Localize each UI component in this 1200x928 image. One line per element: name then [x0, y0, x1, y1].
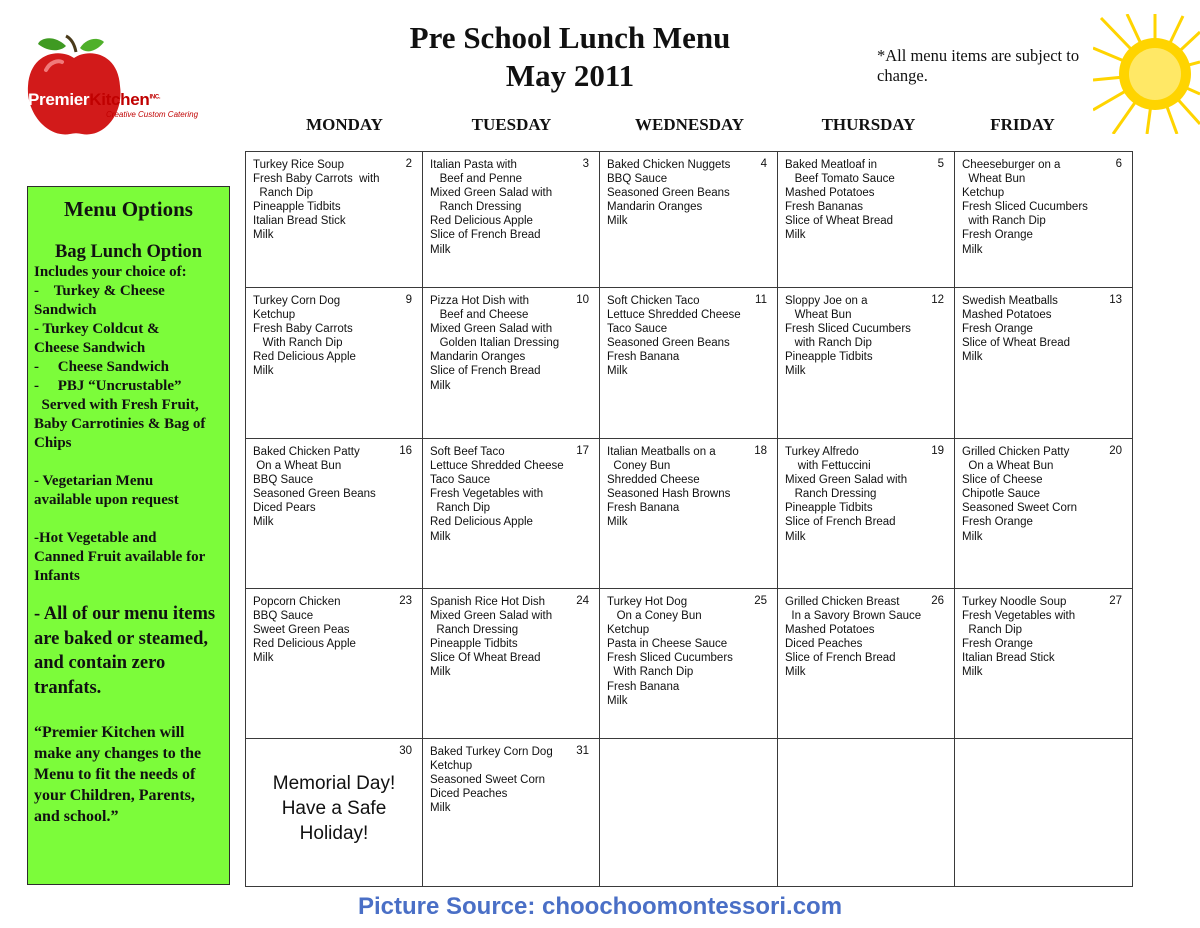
day-cell-content	[423, 589, 599, 738]
bag-lunch-line: - Cheese Sandwich	[34, 359, 170, 375]
menu-item: Sloppy Joe on a	[785, 295, 868, 307]
menu-item: Fresh Banana	[607, 680, 680, 693]
menu-item: Pineapple Tidbits	[785, 502, 873, 515]
menu-item: Wheat Bun	[962, 173, 1026, 186]
day-cell-monday	[246, 589, 423, 739]
menu-item: Fresh Sliced Cucumbers	[607, 652, 733, 665]
menu-item: Ranch Dip	[962, 624, 1023, 637]
day-header-friday: FRIDAY	[990, 115, 1055, 134]
menu-item: Turkey Noodle Soup	[962, 596, 1067, 608]
holiday-line: Have a Safe	[281, 798, 387, 819]
menu-item: Milk	[430, 379, 451, 392]
menu-item: Milk	[430, 530, 451, 543]
logo-name-kitchen: Kitchen	[89, 90, 150, 109]
bag-lunch-line: Served with Fresh Fruit,	[34, 397, 199, 413]
menu-item: Baked Chicken Patty	[253, 446, 360, 458]
day-number: 26	[931, 595, 944, 607]
menu-item: Baked Turkey Corn Dog	[430, 746, 553, 758]
day-cell-friday	[955, 288, 1133, 439]
vegetarian-note	[34, 472, 223, 510]
menu-item: BBQ Sauce	[253, 474, 314, 487]
menu-item: Mashed Potatoes	[785, 187, 875, 200]
menu-item: Turkey Hot Dog	[607, 596, 688, 608]
picture-source: Picture Source: choochoomontessori.com	[357, 893, 843, 920]
menu-item: BBQ Sauce	[253, 610, 314, 623]
menu-item: Ketchup	[430, 760, 473, 773]
menu-item: Fresh Baby Carrots with	[253, 173, 380, 186]
day-cell-monday	[246, 439, 423, 589]
menu-item: Milk	[607, 694, 628, 707]
menu-item: Ranch Dressing	[430, 624, 519, 637]
day-number: 27	[1109, 595, 1122, 607]
lunch-calendar	[245, 151, 1133, 887]
menu-item: Milk	[430, 666, 451, 679]
day-cell-content	[955, 152, 1132, 287]
day-number: 16	[399, 445, 412, 457]
bag-lunch-details	[34, 263, 223, 453]
day-cell-tuesday	[423, 589, 600, 739]
menu-item: Beef and Penne	[430, 173, 523, 186]
day-number: 9	[405, 294, 412, 306]
menu-item: Lettuce Shredded Cheese	[430, 460, 564, 473]
day-cell-wednesday	[600, 739, 778, 887]
day-number: 18	[754, 445, 767, 457]
menu-item: Milk	[430, 243, 451, 256]
menu-item: Diced Pears	[253, 502, 316, 515]
bag-lunch-line: - Turkey & Cheese	[34, 283, 165, 299]
day-number: 11	[755, 294, 767, 306]
menu-item: Slice of French Bread	[785, 516, 896, 529]
menu-item: Baked Meatloaf in	[785, 159, 878, 171]
day-number: 20	[1109, 445, 1122, 457]
menu-item: Golden Italian Dressing	[430, 337, 560, 350]
premier-kitchen-quote: “Premier Kitchen will make any changes to the Menu to fit the needs of your Children, Parents, and school.”	[34, 724, 202, 825]
day-cell-content	[955, 439, 1132, 588]
menu-item: Diced Peaches	[785, 638, 863, 651]
menu-item: Fresh Sliced Cucumbers	[962, 201, 1088, 214]
menu-item: Red Delicious Apple	[430, 516, 533, 529]
vegetarian-line: available upon request	[34, 492, 179, 508]
menu-item: Turkey Corn Dog	[253, 295, 341, 307]
menu-item: Italian Pasta with	[430, 159, 517, 171]
menu-item: with Ranch Dip	[785, 337, 872, 350]
menu-item: Seasoned Green Beans	[607, 187, 730, 200]
menu-item: Mandarin Oranges	[430, 351, 526, 364]
menu-item: Milk	[430, 802, 451, 815]
menu-item: Mashed Potatoes	[785, 624, 875, 637]
day-number: 6	[1115, 158, 1122, 170]
menu-item: Grilled Chicken Breast	[785, 596, 900, 608]
menu-item: Milk	[962, 351, 983, 364]
menu-item: Milk	[607, 215, 628, 228]
day-cell-content	[955, 288, 1132, 438]
menu-item: Seasoned Hash Browns	[607, 488, 731, 501]
vegetarian-line: - Vegetarian Menu	[34, 473, 154, 489]
menu-item: Pizza Hot Dish with	[430, 295, 530, 307]
menu-item: Milk	[253, 365, 274, 378]
menu-item: Ranch Dressing	[430, 201, 522, 214]
day-number: 23	[399, 595, 412, 607]
menu-item: Milk	[253, 652, 274, 665]
menu-item: Mashed Potatoes	[962, 309, 1052, 322]
day-number: 30	[399, 745, 412, 757]
day-cell-tuesday	[423, 439, 600, 589]
menu-item: Milk	[962, 530, 983, 543]
menu-item: Swedish Meatballs	[962, 295, 1058, 307]
menu-item: Fresh Sliced Cucumbers	[785, 323, 911, 336]
day-number: 31	[576, 745, 589, 757]
day-cell-friday	[955, 439, 1133, 589]
menu-item: Slice of Cheese	[962, 474, 1043, 487]
day-cell-tuesday	[423, 739, 600, 887]
menu-item: Turkey Alfredo	[785, 446, 859, 458]
menu-item: With Ranch Dip	[253, 337, 343, 350]
menu-item: Pasta in Cheese Sauce	[607, 638, 728, 651]
day-number: 5	[937, 158, 944, 170]
week-row	[246, 589, 1133, 739]
menu-item: Beef and Cheese	[430, 309, 529, 322]
day-cell-thursday	[778, 739, 955, 887]
page-subtitle: May 2011	[505, 58, 635, 93]
menu-item: Ketchup	[962, 187, 1005, 200]
day-cell-content	[246, 739, 422, 886]
menu-item: Seasoned Sweet Corn	[962, 502, 1078, 515]
infants-line: Canned Fruit available for	[34, 549, 206, 565]
day-cell-tuesday	[423, 152, 600, 288]
logo-wordmark	[28, 90, 160, 110]
day-cell-monday	[246, 152, 423, 288]
menu-item: Slice of French Bread	[430, 229, 541, 242]
menu-item: With Ranch Dip	[607, 666, 694, 679]
menu-item: with Fettuccini	[785, 460, 871, 473]
menu-item: Milk	[785, 365, 806, 378]
infants-note	[34, 529, 223, 586]
menu-item: Sweet Green Peas	[253, 624, 350, 637]
day-cell-friday	[955, 589, 1133, 739]
menu-item: Italian Meatballs on a	[607, 446, 716, 458]
menu-item: Diced Peaches	[430, 788, 508, 801]
menu-item: Ranch Dressing	[785, 488, 877, 501]
menu-item: Slice of French Bread	[430, 365, 541, 378]
menu-item: Fresh Vegetables with	[962, 610, 1076, 623]
menu-item: Milk	[253, 516, 274, 529]
day-number: 2	[405, 158, 412, 170]
day-cell-thursday	[778, 589, 955, 739]
week-row	[246, 739, 1133, 887]
day-number: 19	[931, 445, 944, 457]
menu-item: Mixed Green Salad with	[785, 474, 908, 487]
menu-item: Milk	[785, 229, 806, 242]
day-cell-content	[423, 439, 599, 588]
bag-lunch-line: Sandwich	[34, 302, 97, 318]
week-row	[246, 152, 1133, 288]
day-cell-content	[246, 439, 422, 588]
day-cell-content	[423, 288, 599, 438]
menu-item: Popcorn Chicken	[253, 596, 341, 608]
menu-item: Seasoned Green Beans	[607, 337, 730, 350]
day-cell-wednesday	[600, 288, 778, 439]
day-number: 3	[582, 158, 589, 170]
menu-item: Slice Of Wheat Bread	[430, 652, 541, 665]
holiday-line: Holiday!	[299, 823, 369, 844]
day-cell-friday	[955, 739, 1133, 887]
day-cell-thursday	[778, 439, 955, 589]
day-number: 12	[931, 294, 944, 306]
menu-item: Slice of French Bread	[785, 652, 896, 665]
infants-line: Infants	[34, 568, 80, 584]
menu-item: Red Delicious Apple	[253, 351, 356, 364]
menu-item: Fresh Vegetables with	[430, 488, 544, 501]
day-cell-wednesday	[600, 589, 778, 739]
menu-item: Mixed Green Salad with	[430, 323, 553, 336]
menu-item: Soft Chicken Taco	[607, 295, 700, 307]
menu-item: Soft Beef Taco	[430, 446, 505, 458]
menu-item: Spanish Rice Hot Dish	[430, 596, 546, 608]
day-cell-content	[600, 152, 777, 287]
day-cell-content	[778, 152, 954, 287]
menu-item: Fresh Orange	[962, 638, 1033, 651]
menu-item: BBQ Sauce	[607, 173, 668, 186]
menu-item: Milk	[607, 365, 628, 378]
day-cell-friday	[955, 152, 1133, 288]
logo-tagline: Creative Custom Catering	[106, 110, 199, 119]
menu-item: Chipotle Sauce	[962, 488, 1040, 501]
menu-item: Slice of Wheat Bread	[785, 215, 894, 228]
menu-item: Coney Bun	[607, 460, 671, 473]
infants-line: -Hot Vegetable and	[34, 530, 157, 546]
day-cell-content	[778, 439, 954, 588]
menu-item: Mixed Green Salad with	[430, 610, 553, 623]
day-cell-tuesday	[423, 288, 600, 439]
premier-kitchen-logo	[24, 30, 209, 140]
menu-item: Lettuce Shredded Cheese	[607, 309, 741, 322]
menu-item: Taco Sauce	[607, 323, 668, 336]
week-row	[246, 439, 1133, 589]
day-header-monday: MONDAY	[306, 115, 383, 134]
bag-lunch-line: Baby Carrotinies & Bag of	[34, 416, 206, 432]
holiday-line: Memorial Day!	[272, 773, 396, 794]
day-header-thursday: THURSDAY	[821, 115, 916, 134]
menu-item: Fresh Orange	[962, 516, 1033, 529]
bag-lunch-line: Includes your choice of:	[34, 264, 187, 280]
logo-name-premier: Premier	[28, 90, 90, 109]
apple-icon	[24, 30, 209, 140]
day-cell-content	[600, 288, 777, 438]
menu-item: Italian Bread Stick	[962, 652, 1055, 665]
menu-item: Red Delicious Apple	[253, 638, 356, 651]
menu-item: Beef Tomato Sauce	[785, 173, 895, 186]
menu-item: Pineapple Tidbits	[785, 351, 873, 364]
menu-options-panel	[27, 186, 230, 885]
menu-item: Shredded Cheese	[607, 474, 700, 487]
menu-item: Milk	[785, 530, 806, 543]
menu-item: Taco Sauce	[430, 474, 491, 487]
bag-lunch-line: - Turkey Coldcut &	[34, 321, 160, 337]
menu-item: Fresh Baby Carrots	[253, 323, 353, 336]
day-cell-thursday	[778, 152, 955, 288]
menu-item: Milk	[253, 229, 274, 242]
menu-item: Ketchup	[253, 309, 296, 322]
menu-item: Fresh Orange	[962, 229, 1033, 242]
menu-item: Milk	[785, 666, 806, 679]
day-cell-content	[246, 589, 422, 738]
menu-item: Ketchup	[607, 624, 650, 637]
change-notice: *All menu items are subject to change.	[877, 46, 1080, 85]
menu-item: Pineapple Tidbits	[253, 201, 341, 214]
baked-note: - All of our menu items are baked or steamed, and contain zero tranfats.	[34, 604, 216, 698]
menu-item: On a Wheat Bun	[962, 460, 1054, 473]
day-cell-wednesday	[600, 152, 778, 288]
menu-item: On a Coney Bun	[607, 610, 702, 623]
bag-lunch-line: - PBJ “Uncrustable”	[34, 378, 182, 394]
day-cell-monday	[246, 739, 423, 887]
day-cell-wednesday	[600, 439, 778, 589]
day-number: 24	[576, 595, 589, 607]
menu-item: Milk	[962, 666, 983, 679]
bag-lunch-title: Bag Lunch Option	[54, 242, 203, 262]
menu-item: On a Wheat Bun	[253, 460, 342, 473]
bag-lunch-line: Cheese Sandwich	[34, 340, 146, 356]
holiday-message	[253, 771, 415, 846]
day-number: 17	[576, 445, 589, 457]
menu-item: Slice of Wheat Bread	[962, 337, 1071, 350]
day-cell-content	[600, 439, 777, 588]
day-cell-content	[778, 288, 954, 438]
menu-item: Baked Chicken Nuggets	[607, 159, 731, 171]
menu-item: Mixed Green Salad with	[430, 187, 553, 200]
menu-item: In a Savory Brown Sauce	[785, 610, 922, 623]
day-cell-content	[600, 589, 777, 738]
menu-item: Fresh Orange	[962, 323, 1033, 336]
menu-item: Cheeseburger on a	[962, 159, 1061, 171]
menu-item: Ranch Dip	[430, 502, 491, 515]
menu-item: Grilled Chicken Patty	[962, 446, 1070, 458]
menu-options-title: Menu Options	[64, 197, 193, 221]
day-number: 13	[1109, 294, 1122, 306]
day-cell-thursday	[778, 288, 955, 439]
day-header-tuesday: TUESDAY	[471, 115, 552, 134]
week-row	[246, 288, 1133, 439]
menu-item: Fresh Banana	[607, 502, 680, 515]
menu-item: Red Delicious Apple	[430, 215, 533, 228]
day-number: 25	[754, 595, 767, 607]
menu-item: Seasoned Sweet Corn	[430, 774, 546, 787]
menu-item: Pineapple Tidbits	[430, 638, 518, 651]
day-number: 4	[760, 158, 767, 170]
menu-item: Turkey Rice Soup	[253, 159, 344, 171]
day-cell-content	[246, 152, 422, 287]
day-cell-content	[778, 589, 954, 738]
day-cell-content	[955, 589, 1132, 738]
bag-lunch-line: Chips	[34, 435, 72, 451]
logo-suffix: INC.	[149, 94, 161, 101]
day-cell-content	[423, 739, 599, 886]
menu-item: Italian Bread Stick	[253, 215, 346, 228]
menu-item: Mandarin Oranges	[607, 201, 703, 214]
menu-item: Ranch Dip	[253, 187, 314, 200]
day-cell-monday	[246, 288, 423, 439]
day-number: 10	[576, 294, 589, 306]
menu-item: with Ranch Dip	[962, 215, 1046, 228]
menu-item: Seasoned Green Beans	[253, 488, 376, 501]
menu-item: Fresh Banana	[607, 351, 680, 364]
menu-item: Milk	[962, 243, 983, 256]
day-cell-content	[423, 152, 599, 287]
day-cell-content	[246, 288, 422, 438]
page-title: Pre School Lunch Menu	[409, 20, 731, 55]
menu-item: Wheat Bun	[785, 309, 852, 322]
menu-item: Fresh Bananas	[785, 201, 863, 214]
menu-item: Milk	[607, 516, 628, 529]
day-header-wednesday: WEDNESDAY	[635, 115, 744, 134]
